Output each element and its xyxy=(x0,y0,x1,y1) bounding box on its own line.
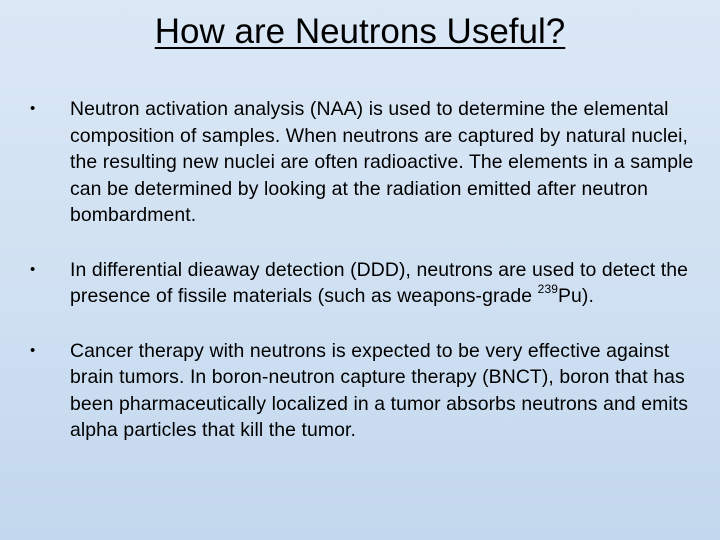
bullet-item-ddd xyxy=(30,257,706,310)
bullet-item-bnct xyxy=(30,338,706,444)
isotope-superscript: 239 xyxy=(537,282,558,296)
bullet-text-bnct: Cancer therapy with neutrons is expected to be very effective against brain tumors. In boron-neutron capture therapy (BNCT), boron that has been pharmaceutically localized in a tumor absorbs neutrons and emits alpha particles that kill the tumor. xyxy=(70,339,689,441)
bullet-text-naa: Neutron activation analysis (NAA) is used to determine the elemental composition of samples. When neutrons are captured by natural nuclei, the resulting new nuclei are often radioactive. The elements in a sample can be determined by looking at the radiation emitted after neutron bombardment. xyxy=(70,98,694,226)
bullet-marker: • xyxy=(30,341,36,359)
bullet-item-naa xyxy=(30,96,706,229)
bullet-marker: • xyxy=(30,100,36,117)
bullet-list xyxy=(30,96,706,472)
bullet-marker: • xyxy=(30,260,36,278)
slide-title: How are Neutrons Useful? xyxy=(154,12,566,51)
bullet-text-ddd-end: Pu). xyxy=(558,285,594,307)
bullet-text-ddd-main: In differential dieaway detection (DDD), neutrons are used to detect the presence of fissile materials (such as weapons-grade xyxy=(70,258,688,307)
